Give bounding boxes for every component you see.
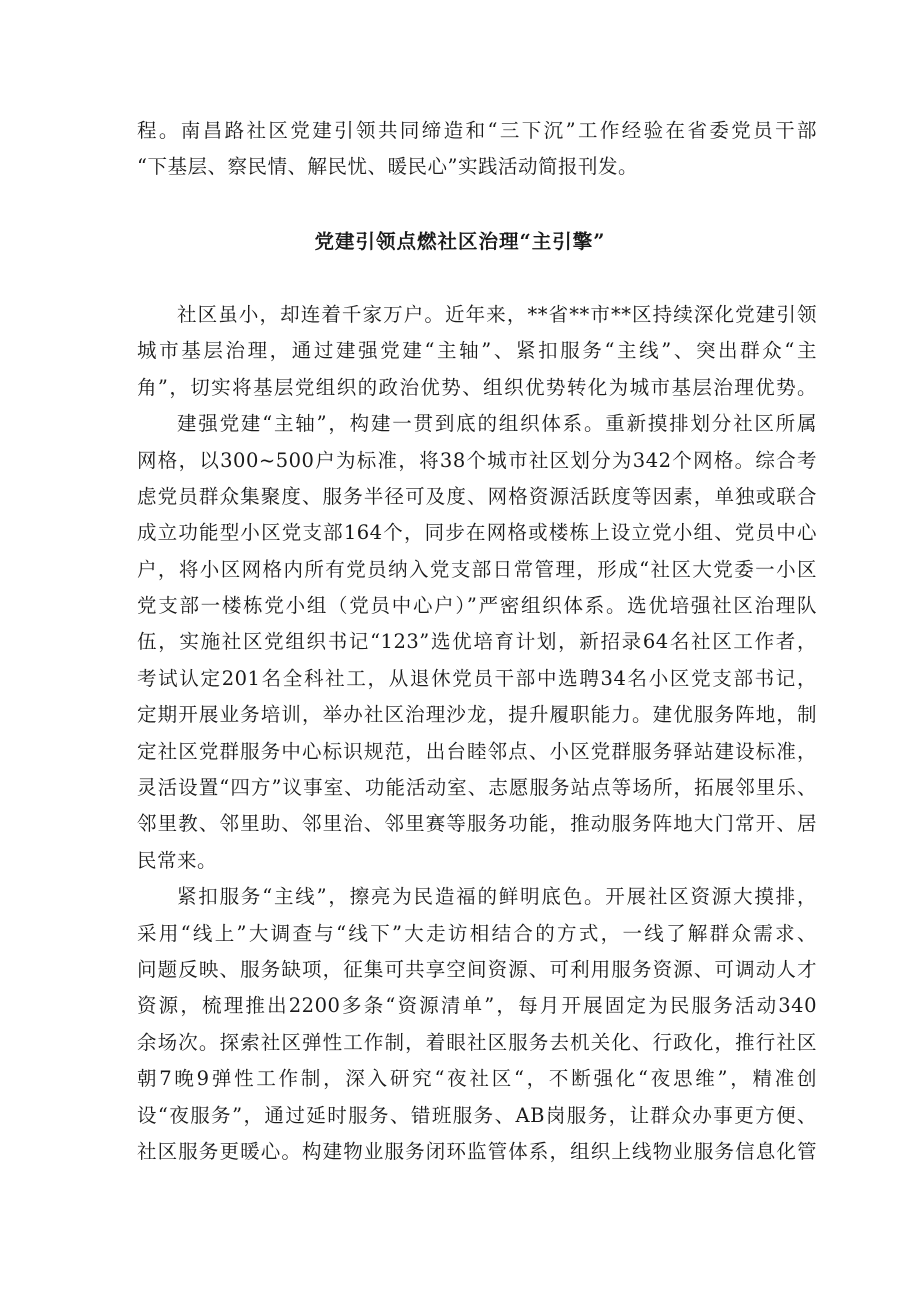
paragraph-line: 资源，梳理推出2200多条“资源清单”，每月开展固定为民服务活动340 bbox=[137, 994, 817, 1017]
paragraph-line: 网格，以300~500户为标准，将38个城市社区划分为342个网格。综合考 bbox=[137, 449, 817, 472]
paragraph-line: 虑党员群众集聚度、服务半径可及度、网格资源活跃度等因素，单独或联合 bbox=[137, 485, 817, 508]
paragraph-line: 角”，切实将基层党组织的政治优势、组织优势转化为城市基层治理优势。 bbox=[137, 376, 817, 399]
paragraph-line: 建强党建“主轴”，构建一贯到底的组织体系。重新摸排划分社区所属 bbox=[177, 412, 817, 435]
paragraph-line: 余场次。探索社区弹性工作制，着眼社区服务去机关化、行政化，推行社区 bbox=[137, 1031, 817, 1054]
paragraph-line: 朝7晚9弹性工作制，深入研究“夜社区“，不断强化“夜思维”，精准创 bbox=[137, 1067, 817, 1090]
paragraph-line: 成立功能型小区党支部164个，同步在网格或楼栋上设立党小组、党员中心 bbox=[137, 521, 817, 544]
intro-line: 程。南昌路社区党建引领共同缔造和“三下沉”工作经验在省委党员干部 bbox=[137, 119, 817, 142]
section-heading: 党建引领点燃社区治理“主引擎” bbox=[314, 230, 606, 253]
paragraph-line: 城市基层治理，通过建强党建“主轴”、紧扣服务“主线”、突出群众“主 bbox=[137, 339, 817, 362]
paragraph-line: 党支部一楼栋党小组（党员中心户）”严密组织体系。选优培强社区治理队 bbox=[137, 594, 817, 617]
paragraph-line: 紧扣服务“主线”，擦亮为民造福的鲜明底色。开展社区资源大摸排， bbox=[177, 885, 817, 908]
paragraph-line: 灵活设置“四方”议事室、功能活动室、志愿服务站点等场所，拓展邻里乐、 bbox=[137, 776, 817, 799]
paragraph-line: 民常来。 bbox=[137, 849, 218, 872]
paragraph-line: 采用“线上”大调查与“线下”大走访相结合的方式，一线了解群众需求、 bbox=[137, 922, 817, 945]
paragraph-line: 社区虽小，却连着千家万户。近年来，**省**市**区持续深化党建引领 bbox=[177, 303, 817, 326]
paragraph-line: 定期开展业务培训，举办社区治理沙龙，提升履职能力。建优服务阵地，制 bbox=[137, 703, 817, 726]
intro-line: “下基层、察民情、解民忧、暖民心”实践活动简报刊发。 bbox=[137, 155, 638, 178]
paragraph-line: 伍，实施社区党组织书记“123”选优培育计划，新招录64名社区工作者， bbox=[137, 630, 817, 653]
paragraph-line: 社区服务更暖心。构建物业服务闭环监管体系，组织上线物业服务信息化管 bbox=[137, 1140, 817, 1163]
paragraph-line: 设“夜服务”，通过延时服务、错班服务、AB岗服务，让群众办事更方便、 bbox=[137, 1104, 817, 1127]
paragraph-line: 户，将小区网格内所有党员纳入党支部日常管理，形成“社区大党委一小区 bbox=[137, 558, 817, 581]
paragraph-line: 定社区党群服务中心标识规范，出台睦邻点、小区党群服务驿站建设标准， bbox=[137, 740, 817, 763]
paragraph-line: 邻里教、邻里助、邻里治、邻里赛等服务功能，推动服务阵地大门常开、居 bbox=[137, 812, 817, 835]
paragraph-line: 考试认定201名全科社工，从退休党员干部中选聘34名小区党支部书记， bbox=[137, 667, 817, 690]
paragraph-line: 问题反映、服务缺项，征集可共享空间资源、可利用服务资源、可调动人才 bbox=[137, 958, 817, 981]
